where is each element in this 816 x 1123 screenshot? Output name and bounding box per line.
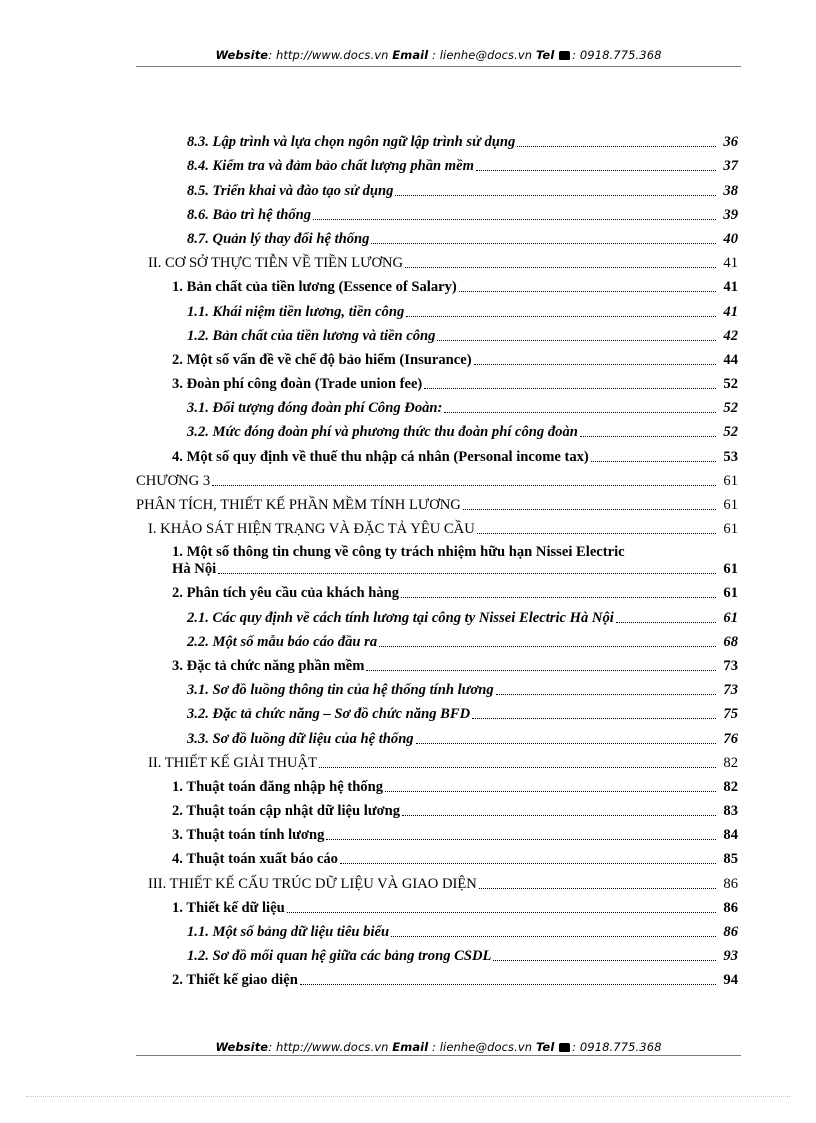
toc-entry-text: 3.1. Đối tượng đóng đoàn phí Công Đoàn: [187, 400, 443, 417]
toc-entry-text: 8.6. Bảo trì hệ thống [187, 206, 312, 223]
toc-entry[interactable] [136, 723, 738, 747]
toc-entry-text: 4. Một số quy định về thuế thu nhập cá nhân (Personal income tax) [172, 448, 589, 465]
toc-entry[interactable] [136, 893, 738, 917]
toc-entry-text-block [172, 544, 738, 578]
toc-entry-page: 52 [723, 424, 738, 441]
footer-website-url[interactable]: http://www.docs.vn [275, 1040, 389, 1054]
toc-entry[interactable] [136, 772, 738, 796]
toc-entry-page: 61 [723, 521, 738, 538]
toc-entry[interactable] [136, 748, 738, 772]
toc-entry[interactable] [136, 844, 738, 868]
toc-entry[interactable] [136, 296, 738, 320]
toc-entry-text: 2. Thuật toán cập nhật dữ liệu lương [172, 803, 401, 820]
toc-entry[interactable] [136, 224, 738, 248]
toc-entry-page: 76 [723, 730, 738, 747]
toc-entry-page: 73 [723, 682, 738, 699]
toc-leader-dots [385, 791, 716, 792]
toc-entry-page: 61 [723, 585, 738, 602]
header-email-value[interactable]: lienhe@docs.vn [439, 48, 533, 62]
toc-entry-page: 41 [723, 279, 738, 296]
toc-entry[interactable] [136, 490, 738, 514]
toc-entry[interactable] [136, 417, 738, 441]
footer-email-label: Email [392, 1040, 429, 1054]
toc-entry[interactable] [136, 627, 738, 651]
toc-entry-page: 85 [723, 851, 738, 868]
toc-leader-dots [517, 146, 716, 147]
toc-entry-text: 1. Một số thông tin chung về công ty trách nhiệm hữu hạn Nissei Electric [172, 544, 625, 561]
toc-entry-line2 [172, 561, 738, 578]
toc-leader-dots [218, 573, 716, 574]
toc-entry[interactable] [136, 651, 738, 675]
toc-leader-dots [459, 291, 716, 292]
footer-website-label: Website [215, 1040, 269, 1054]
toc-leader-dots [313, 219, 716, 220]
toc-leader-dots [477, 533, 716, 534]
toc-entry-text: 2. Phân tích yêu cầu của khách hàng [172, 585, 400, 602]
phone-icon [559, 51, 570, 60]
header-website-label: Website [215, 48, 269, 62]
toc-entry-page: 86 [723, 924, 738, 940]
toc-leader-dots [463, 509, 716, 510]
footer-tel-value: : 0918.775.368 [572, 1040, 662, 1054]
phone-icon [559, 1043, 570, 1052]
toc-leader-dots [479, 888, 716, 889]
toc-entry-page: 93 [723, 948, 738, 965]
toc-entry-page: 61 [723, 609, 738, 626]
toc-entry-text: 1.2. Sơ đồ mối quan hệ giữa các bảng trong CSDL [187, 948, 492, 965]
toc-leader-dots [496, 694, 716, 695]
toc-entry-text: 3.1. Sơ đồ luồng thông tin của hệ thống tính lương [187, 682, 494, 699]
toc-entry[interactable] [136, 941, 738, 965]
toc-entry-text: 8.7. Quản lý thay đổi hệ thống [187, 230, 370, 247]
toc-entry-page: 41 [723, 303, 738, 320]
toc-leader-dots [371, 243, 716, 244]
toc-entry[interactable] [136, 796, 738, 820]
toc-entry-page: 41 [723, 255, 738, 272]
toc-entry-page: 86 [723, 875, 738, 892]
toc-leader-dots [395, 195, 716, 196]
toc-entry[interactable] [136, 393, 738, 417]
header-email-label: Email [392, 48, 429, 62]
toc-entry-page: 52 [723, 400, 738, 417]
toc-entry-page: 61 [723, 497, 738, 513]
toc-entry-text: 2. Một số vấn đề về chế độ bảo hiểm (Insurance) [172, 351, 472, 368]
toc-entry-text: 8.3. Lập trình và lựa chọn ngôn ngữ lập trình sử dụng [187, 134, 516, 151]
toc-entry-page: 61 [723, 561, 738, 578]
table-of-contents [136, 127, 738, 989]
footer-divider [136, 1055, 741, 1056]
toc-entry[interactable] [136, 441, 738, 465]
toc-entry-text: 3.3. Sơ đồ luồng dữ liệu của hệ thống [187, 730, 414, 747]
toc-entry-text: 3.2. Mức đóng đoàn phí và phương thức thu đoàn phí công đoàn [187, 424, 578, 441]
toc-entry-page: 44 [723, 351, 738, 368]
toc-entry[interactable] [136, 675, 738, 699]
toc-leader-dots [424, 388, 716, 389]
toc-entry-text: 1.1. Khái niệm tiền lương, tiền công [187, 303, 405, 320]
toc-entry[interactable] [136, 369, 738, 393]
header-divider [136, 66, 741, 67]
page-header [136, 48, 741, 62]
toc-leader-dots [319, 767, 716, 768]
toc-leader-dots [326, 839, 716, 840]
toc-entry-page: 52 [723, 376, 738, 393]
toc-leader-dots [416, 743, 716, 744]
toc-leader-dots [402, 815, 716, 816]
toc-leader-dots [391, 936, 716, 937]
toc-leader-dots [287, 912, 716, 913]
page-footer [136, 1040, 741, 1054]
header-website-sep: : [268, 48, 276, 62]
toc-entry[interactable] [136, 699, 738, 723]
page-edge-divider [26, 1096, 790, 1097]
toc-leader-dots [474, 364, 716, 365]
toc-entry-text: 1. Thiết kế dữ liệu [172, 899, 285, 916]
toc-entry[interactable] [136, 917, 738, 941]
toc-entry-text: II. CƠ SỞ THỰC TIỄN VỀ TIỀN LƯƠNG [148, 255, 404, 272]
header-tel-value: : 0918.775.368 [572, 48, 662, 62]
toc-entry-page: 37 [723, 158, 738, 175]
toc-entry[interactable] [136, 602, 738, 626]
toc-entry[interactable] [136, 151, 738, 175]
footer-email-sep: : [428, 1040, 440, 1054]
toc-entry-page: 83 [723, 803, 738, 820]
header-email-sep: : [428, 48, 440, 62]
toc-entry-text: 2.2. Một số mẫu báo cáo đầu ra [187, 633, 378, 650]
toc-entry-text: 8.5. Triển khai và đào tạo sử dụng [187, 182, 394, 199]
toc-entry-text: CHƯƠNG 3 [136, 472, 211, 489]
toc-entry[interactable] [136, 200, 738, 224]
toc-leader-dots [212, 485, 716, 486]
toc-entry-text: 1.1. Một số bảng dữ liệu tiêu biểu [187, 924, 390, 940]
toc-entry-page: 84 [723, 827, 738, 844]
toc-leader-dots [616, 622, 716, 623]
footer-tel-label: Tel [535, 1040, 555, 1054]
toc-entry-text: 8.4. Kiểm tra và đảm bảo chất lượng phần mềm [187, 158, 474, 175]
toc-entry-page: 39 [723, 206, 738, 223]
toc-entry[interactable] [136, 578, 738, 602]
toc-entry[interactable] [136, 321, 738, 345]
toc-entry-page: 75 [723, 706, 738, 723]
toc-entry-page: 82 [723, 778, 738, 795]
toc-entry-text: 2.1. Các quy định về cách tính lương tại công ty Nissei Electric Hà Nội [187, 609, 614, 626]
toc-entry-text: 3. Đặc tả chức năng phần mềm [172, 657, 365, 674]
toc-entry-text: 1. Thuật toán đăng nhập hệ thống [172, 778, 384, 795]
toc-entry[interactable] [136, 820, 738, 844]
toc-entry-text: II. THIẾT KẾ GIẢI THUẬT [148, 754, 318, 771]
toc-entry-page: 94 [723, 972, 738, 989]
footer-website-sep: : [268, 1040, 276, 1054]
toc-entry[interactable] [136, 514, 738, 538]
toc-leader-dots [444, 412, 716, 413]
toc-entry[interactable] [136, 345, 738, 369]
toc-leader-dots [476, 170, 716, 171]
toc-entry[interactable] [136, 868, 738, 892]
toc-leader-dots [401, 597, 716, 598]
toc-leader-dots [406, 316, 716, 317]
toc-entry-page: 73 [723, 657, 738, 674]
toc-entry-page: 86 [723, 899, 738, 916]
toc-leader-dots [472, 718, 716, 719]
toc-leader-dots [493, 960, 716, 961]
toc-entry-text: 3.2. Đặc tả chức năng – Sơ đồ chức năng BFD [187, 706, 471, 723]
toc-entry-page: 53 [723, 448, 738, 465]
toc-leader-dots [405, 267, 716, 268]
toc-entry-page: 36 [723, 134, 738, 151]
toc-entry-page: 68 [723, 633, 738, 650]
toc-entry[interactable] [136, 272, 738, 296]
toc-leader-dots [300, 984, 716, 985]
toc-entry[interactable] [136, 538, 738, 578]
toc-leader-dots [591, 461, 716, 462]
toc-entry-text: 1. Bản chất của tiền lương (Essence of Salary) [172, 279, 457, 296]
toc-entry-text: 3. Đoàn phí công đoàn (Trade union fee) [172, 376, 423, 393]
footer-email-value[interactable]: lienhe@docs.vn [439, 1040, 533, 1054]
toc-entry-text: 2. Thiết kế giao diện [172, 972, 298, 989]
toc-entry-text: 3. Thuật toán tính lương [172, 827, 325, 844]
toc-leader-dots [366, 670, 716, 671]
toc-leader-dots [580, 436, 716, 437]
toc-leader-dots [437, 340, 716, 341]
toc-entry[interactable] [136, 466, 738, 490]
toc-entry[interactable] [136, 965, 738, 989]
header-tel-label: Tel [535, 48, 555, 62]
header-website-url[interactable]: http://www.docs.vn [275, 48, 389, 62]
toc-entry-text: 1.2. Bản chất của tiền lương và tiền công [187, 327, 436, 344]
toc-entry-page: 82 [723, 754, 738, 771]
toc-entry[interactable] [136, 127, 738, 151]
toc-entry[interactable] [136, 248, 738, 272]
toc-entry-page: 40 [723, 230, 738, 247]
toc-entry-text: 4. Thuật toán xuất báo cáo [172, 851, 338, 868]
toc-leader-dots [340, 863, 716, 864]
toc-entry-text: III. THIẾT KẾ CẤU TRÚC DỮ LIỆU VÀ GIAO DIỆN [148, 875, 477, 892]
toc-entry-text: PHÂN TÍCH, THIẾT KẾ PHẦN MỀM TÍNH LƯƠNG [136, 497, 461, 513]
toc-leader-dots [379, 646, 716, 647]
toc-entry-page: 61 [723, 472, 738, 489]
toc-entry-page: 42 [723, 327, 738, 344]
toc-entry-text-cont: Hà Nội [172, 561, 217, 578]
toc-entry[interactable] [136, 175, 738, 199]
toc-entry-text: I. KHẢO SÁT HIỆN TRẠNG VÀ ĐẶC TẢ YÊU CẦU [148, 521, 475, 538]
toc-entry-page: 38 [723, 182, 738, 199]
